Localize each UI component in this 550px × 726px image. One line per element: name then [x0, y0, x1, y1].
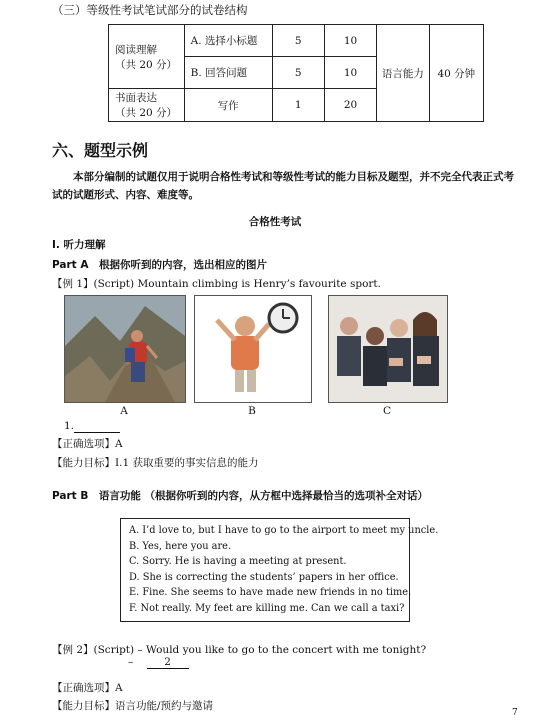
reading-score-label: （共 20 分）	[115, 58, 178, 71]
row3-part: 写作	[184, 89, 272, 122]
question-1	[64, 420, 120, 433]
answer-2: 【正确选项】A	[52, 682, 123, 694]
example1: 【例 1】(Script) Mountain climbing is Henry’s favourite sport.	[52, 278, 381, 290]
picture-b-label: B	[248, 405, 256, 417]
example2: 【例 2】(Script) – Would you like to go to the concert with me tonight?	[52, 644, 427, 656]
goal-2: 【能力目标】语言功能/预约与邀请	[52, 700, 214, 712]
row2-part: B. 回答问题	[184, 57, 272, 89]
answer-blank-1[interactable]	[74, 420, 120, 433]
intro-paragraph: 本部分编制的试题仅用于说明合格性考试和等级性考试的能力目标及题型，并不完全代表正式考试的试题形式、内容、难度等。	[52, 171, 514, 201]
option-e: E. Fine. She seems to have made new friends in no time.	[129, 587, 412, 599]
answer-1: 【正确选项】A	[52, 438, 123, 450]
row1-score: 10	[324, 25, 377, 57]
picture-b-man-with-clock	[194, 295, 312, 403]
writing-label: 书面表达	[115, 92, 157, 104]
answer-blank-2[interactable]: 2	[147, 656, 189, 669]
row1-count: 5	[272, 25, 324, 57]
picture-a-label: A	[120, 405, 128, 417]
row3-count: 1	[272, 89, 324, 122]
exam-title: 合格性考试	[248, 216, 302, 228]
partA-title: Part A 根据你听到的内容，选出相应的图片	[52, 259, 267, 271]
reply-dash: –	[128, 656, 134, 668]
picture-a-mountain-climber	[64, 295, 186, 403]
question-1-number: 1.	[64, 420, 75, 432]
exam-structure-table	[108, 24, 484, 122]
picture-c-label: C	[382, 405, 392, 417]
option-d: D. She is correcting the students’ papers in her office.	[129, 571, 399, 583]
time-cell: 40 分钟	[429, 25, 483, 122]
option-c: C. Sorry. He is having a meeting at present.	[129, 556, 347, 568]
goal-1: 【能力目标】I.1 获取重要的事实信息的能力	[52, 457, 259, 469]
option-a: A. I’d love to, but I have to go to the airport to meet my uncle.	[129, 525, 439, 536]
page-number: 7	[512, 708, 518, 718]
part1-title: I. 听力理解	[52, 239, 106, 251]
reading-label: 阅读理解	[115, 43, 157, 56]
section-heading: 六、题型示例	[52, 141, 149, 160]
picture-c-clapping-people	[328, 295, 448, 403]
row2-score: 10	[324, 57, 377, 89]
options-box	[120, 518, 439, 622]
option-b: B. Yes, here you are.	[129, 540, 232, 552]
row2-count: 5	[272, 57, 324, 89]
reading-cell	[109, 25, 185, 89]
row1-part: A. 选择小标题	[184, 25, 272, 57]
section-title: （三）等级性考试笔试部分的试卷结构	[52, 3, 248, 17]
row3-score: 20	[324, 89, 377, 122]
ability-cell: 语言能力	[377, 25, 429, 122]
writing-cell	[109, 89, 185, 122]
option-f: F. Not really. My feet are killing me. Can we call a taxi?	[129, 602, 405, 614]
partB-title: Part B 语言功能 （根据你听到的内容，从方框中选择最恰当的选项补全对话）	[52, 490, 429, 502]
dialogue-reply	[128, 656, 189, 669]
writing-score-label: （共 20 分）	[115, 107, 178, 119]
